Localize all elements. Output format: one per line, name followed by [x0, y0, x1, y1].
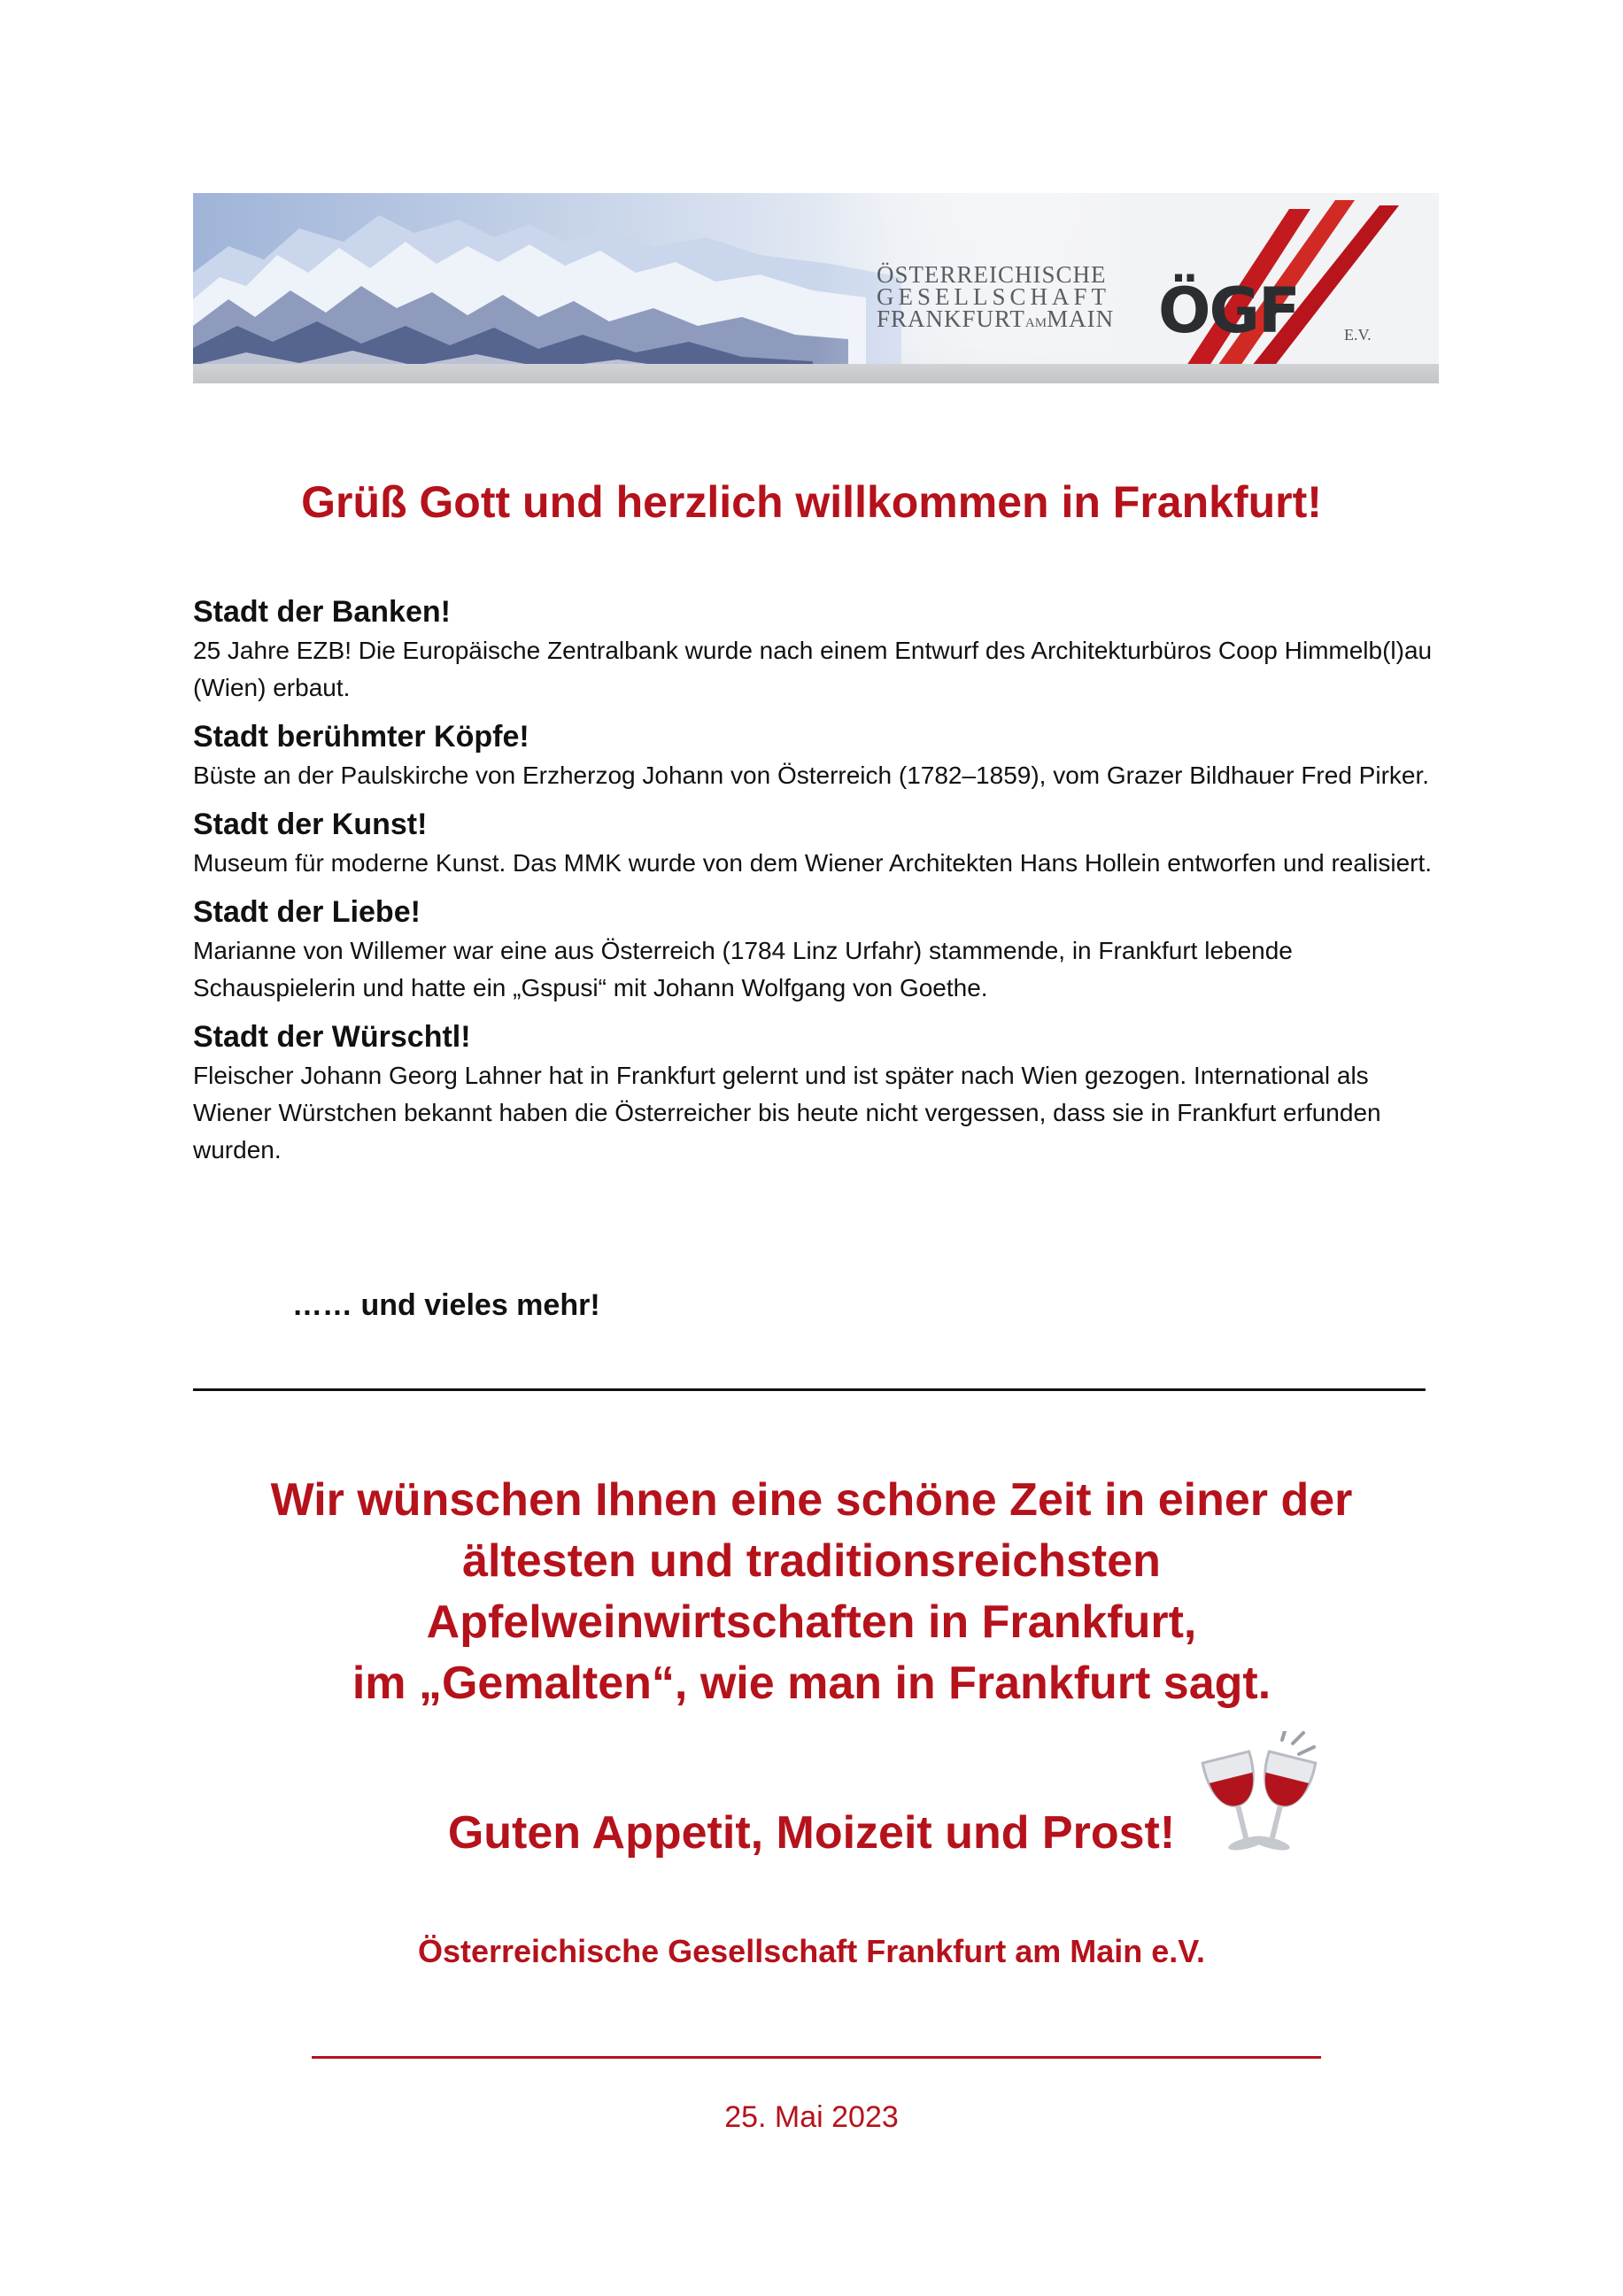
- section-text: Museum für moderne Kunst. Das MMK wurde von dem Wiener Architekten Hans Hollein entworfen und realisiert.: [193, 849, 1433, 877]
- divider-black: [193, 1388, 1426, 1391]
- wish-line-4: im „Gemalten“, wie man in Frankfurt sagt.: [352, 1658, 1271, 1709]
- banner-bottom-strip: [193, 364, 1439, 383]
- divider-red: [312, 2056, 1321, 2059]
- section-title: Stadt berühmter Köpfe!: [193, 720, 529, 754]
- section-text: Marianne von Willemer war eine aus Österreich (1784 Linz Urfahr) stammende, in Frankfurt lebende Schauspielerin und hatte ein „Gspusi“ mit Johann Wolfgang von Goethe.: [193, 937, 1293, 1001]
- section-title: Stadt der Kunst!: [193, 808, 428, 841]
- section-text: Fleischer Johann Georg Lahner hat in Frankfurt gelernt und ist später nach Wien gezogen. International als Wiener Würstchen bekannt haben die Österreicher bis heute nicht vergessen, dass sie in Frankfurt erfunden wurden.: [193, 1062, 1381, 1163]
- section-art: [193, 804, 1433, 882]
- org-line-2: GESELLSCHAFT: [877, 283, 1111, 310]
- and-much-more-text: …… und vieles mehr!: [292, 1288, 600, 1322]
- section-title: Stadt der Banken!: [193, 595, 451, 629]
- org-line-3c: MAIN: [1047, 305, 1115, 332]
- wish-line-2: ältesten und traditionsreichsten: [462, 1535, 1161, 1587]
- prost-title: Guten Appetit, Moizeit und Prost!: [447, 1807, 1176, 1859]
- welcome-title: Grüß Gott und herzlich willkommen in Frankfurt!: [301, 477, 1322, 527]
- section-love: [193, 892, 1433, 1007]
- wish-message: [0, 1470, 1623, 1714]
- section-title: Stadt der Liebe!: [193, 895, 421, 929]
- wish-line-1: Wir wünschen Ihnen eine schöne Zeit in einer der: [270, 1474, 1353, 1526]
- section-sausages: [193, 1017, 1433, 1169]
- logo-oegf: ÖGF: [1158, 274, 1299, 347]
- org-line-3a: FRANKFURT: [877, 305, 1025, 332]
- city-sections: [193, 591, 1433, 1179]
- header-banner: [193, 193, 1439, 383]
- date-text: 25. Mai 2023: [724, 2100, 899, 2134]
- logo-ev: E.V.: [1344, 326, 1372, 344]
- org-line-3b: AM: [1024, 316, 1047, 330]
- section-famous-heads: [193, 716, 1433, 794]
- section-title: Stadt der Würschtl!: [193, 1020, 471, 1054]
- section-text: 25 Jahre EZB! Die Europäische Zentralbank wurde nach einem Entwurf des Architekturbüros Coop Himmelb(l)au (Wien) erbaut.: [193, 637, 1433, 701]
- wish-line-3: Apfelweinwirtschaften in Frankfurt,: [426, 1596, 1197, 1648]
- org-line-1: ÖSTERREICHISCHE: [877, 261, 1107, 288]
- section-banks: [193, 591, 1433, 707]
- section-text: Büste an der Paulskirche von Erzherzog Johann von Österreich (1782–1859), vom Grazer Bildhauer Fred Pirker.: [193, 761, 1430, 789]
- society-name: Österreichische Gesellschaft Frankfurt am Main e.V.: [417, 1933, 1206, 1969]
